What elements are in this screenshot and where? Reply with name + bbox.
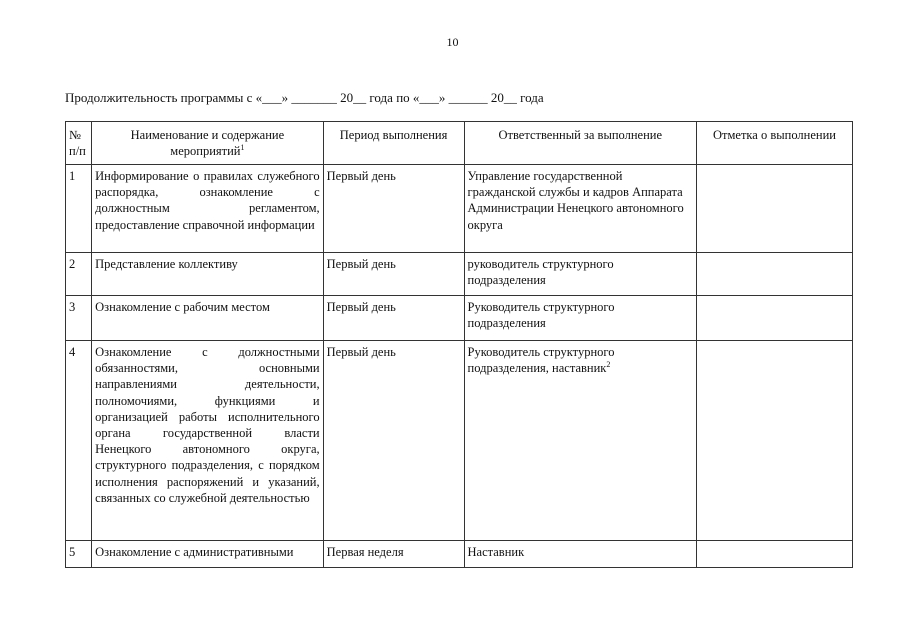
event-responsible: [464, 253, 696, 296]
row-number: 2: [66, 253, 92, 296]
responsible-text: Руководитель структурного подразделения: [467, 300, 615, 331]
program-duration-line: Продолжительность программы с «___» _______ 20__ года по «___» ______ 20__ года: [65, 90, 544, 105]
header-responsible-label: Ответственный за выполнение: [498, 128, 663, 142]
responsible-text: руководитель структурного подразделения: [467, 257, 614, 288]
event-responsible: [464, 296, 696, 341]
row-number: 4: [66, 341, 92, 541]
header-period-label: Период выполнения: [339, 128, 448, 142]
completion-mark-cell: [696, 165, 852, 253]
table-row: [66, 541, 853, 568]
event-period: Первый день: [323, 296, 464, 341]
event-name: Ознакомление с должностными обязанностями, основными направлениями деятельности, полномочиями, функциями и организацией работы исполнительного органа государственной власти Ненецкого автономного округа, структурного подразделения, с порядком исполнения распоряжений и указаний, связанных со служебной деятельностью: [92, 341, 323, 541]
header-completion-mark-label: Отметка о выполнении: [713, 128, 836, 142]
table-row: [66, 253, 853, 296]
adaptation-plan-table: [65, 121, 853, 568]
event-period: Первая неделя: [323, 541, 464, 568]
header-number: [66, 122, 92, 165]
event-period: Первый день: [323, 165, 464, 253]
header-event-name: [92, 122, 323, 165]
event-name: Ознакомление с рабочим местом: [92, 296, 323, 341]
header-completion-mark: [696, 122, 852, 165]
header-number-label: № п/п: [69, 128, 86, 159]
event-name: Информирование о правилах служебного распорядка, ознакомление с должностным регламентом, предоставление справочной информации: [92, 165, 323, 253]
table-row: [66, 296, 853, 341]
row-number: 1: [66, 165, 92, 253]
event-responsible: [464, 341, 696, 541]
header-event-name-label: Наименование и содержание мероприятий: [130, 128, 285, 159]
row-number: 3: [66, 296, 92, 341]
header-period: [323, 122, 464, 165]
responsible-text: Управление государственной гражданской службы и кадров Аппарата Администрации Ненецкого автономного округа: [467, 169, 684, 232]
completion-mark-cell: [696, 253, 852, 296]
completion-mark-cell: [696, 296, 852, 341]
event-name: Представление коллективу: [92, 253, 323, 296]
completion-mark-cell: [696, 541, 852, 568]
event-period: Первый день: [323, 341, 464, 541]
footnote-marker: 1: [240, 143, 245, 153]
event-name: Ознакомление с административными: [92, 541, 323, 568]
event-period: Первый день: [323, 253, 464, 296]
completion-mark-cell: [696, 341, 852, 541]
table-row: [66, 341, 853, 541]
table-header-row: [66, 122, 853, 165]
header-responsible: [464, 122, 696, 165]
row-number: 5: [66, 541, 92, 568]
footnote-marker: 2: [606, 360, 611, 370]
event-responsible: [464, 541, 696, 568]
responsible-text: Руководитель структурного подразделения, наставник: [467, 345, 615, 376]
responsible-text: Наставник: [467, 545, 525, 559]
table-row: [66, 165, 853, 253]
event-responsible: [464, 165, 696, 253]
page-number: 10: [446, 35, 459, 49]
